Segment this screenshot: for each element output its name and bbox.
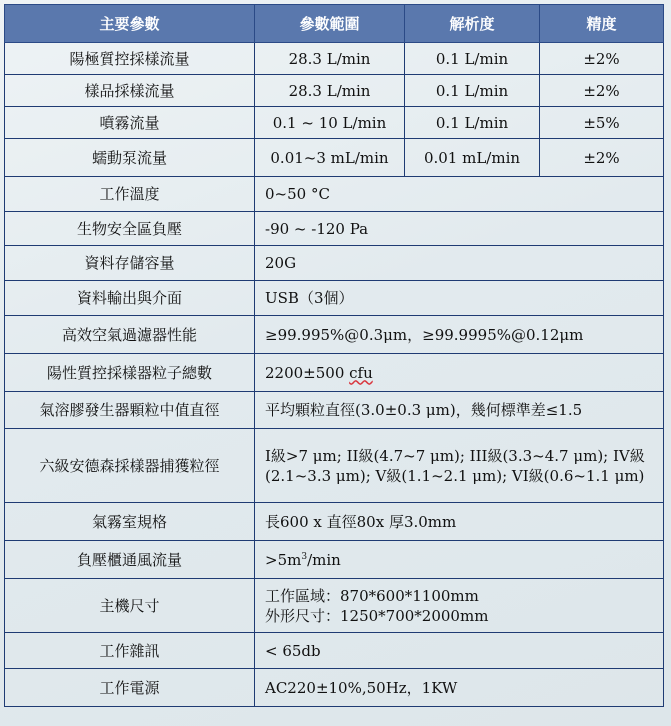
table-row [5,139,664,177]
row-label: 工作溫度 [5,177,255,212]
value-line-1: I級>7 μm; II級(4.7~7 μm); III級(3.3~4.7 μm); IV級 [265,446,645,465]
value-cell: -90 ~ -120 Pa [255,212,664,246]
value-cell [255,579,664,633]
table-row [5,669,664,707]
table-row [5,281,664,316]
value-text: 2200±500 [265,363,350,382]
resolution-cell: 0.1 L/min [405,107,540,139]
value-cell: AC220±10%,50Hz，1KW [255,669,664,707]
value-cell: 20G [255,246,664,281]
value-cell: 長600 x 直徑80x 厚3.0mm [255,503,664,541]
header-parameter-range: 參數範圍 [255,5,405,43]
table-row [5,177,664,212]
accuracy-cell: ±2% [540,43,664,75]
row-label: 負壓櫃通風流量 [5,541,255,579]
spellcheck-underlined-text: cfu [349,363,373,382]
row-label: 高效空氣過濾器性能 [5,316,255,354]
value-line-1: 工作區域：870*600*1100mm [265,586,479,605]
table-row [5,107,664,139]
table-row [5,541,664,579]
spec-table [4,4,664,707]
value-text: /min [307,550,341,569]
header-resolution: 解析度 [405,5,540,43]
value-cell [255,429,664,503]
value-text: >5m [265,550,302,569]
row-label: 氣霧室規格 [5,503,255,541]
value-cell: 平均顆粒直徑(3.0±0.3 μm)，幾何標準差≤1.5 [255,392,664,429]
row-label: 噴霧流量 [5,107,255,139]
value-cell: ≥99.995%@0.3μm，≥99.9995%@0.12μm [255,316,664,354]
range-cell: 28.3 L/min [255,75,405,107]
row-label: 工作雜訊 [5,633,255,669]
value-line-2: (2.1~3.3 μm); V級(1.1~2.1 μm); VI級(0.6~1.1 μm) [265,466,645,485]
header-accuracy: 精度 [540,5,664,43]
row-label: 陽性質控採樣器粒子總數 [5,354,255,392]
table-row [5,429,664,503]
row-label: 樣品採樣流量 [5,75,255,107]
superscript: 3 [301,551,308,562]
row-label: 資料存儲容量 [5,246,255,281]
table-row [5,503,664,541]
value-cell [255,354,664,392]
value-cell: < 65db [255,633,664,669]
table-row [5,75,664,107]
accuracy-cell: ±5% [540,107,664,139]
value-line-2: 外形尺寸：1250*700*2000mm [265,606,489,625]
value-cell [255,541,664,579]
range-cell: 28.3 L/min [255,43,405,75]
table-row [5,212,664,246]
table-row [5,316,664,354]
row-label: 蠕動泵流量 [5,139,255,177]
value-cell: USB（3個） [255,281,664,316]
header-main-parameter: 主要參數 [5,5,255,43]
table-row [5,579,664,633]
table-row [5,633,664,669]
accuracy-cell: ±2% [540,139,664,177]
range-cell: 0.1 ~ 10 L/min [255,107,405,139]
table-row [5,246,664,281]
accuracy-cell: ±2% [540,75,664,107]
range-cell: 0.01~3 mL/min [255,139,405,177]
row-label: 氣溶膠發生器顆粒中值直徑 [5,392,255,429]
row-label: 六級安德森採樣器捕獲粒徑 [5,429,255,503]
resolution-cell: 0.1 L/min [405,75,540,107]
row-label: 生物安全區負壓 [5,212,255,246]
table-row [5,354,664,392]
table-header-row [5,5,664,43]
table-row [5,43,664,75]
table-row [5,392,664,429]
row-label: 資料輸出與介面 [5,281,255,316]
resolution-cell: 0.01 mL/min [405,139,540,177]
row-label: 陽極質控採樣流量 [5,43,255,75]
resolution-cell: 0.1 L/min [405,43,540,75]
row-label: 工作電源 [5,669,255,707]
value-cell: 0~50 °C [255,177,664,212]
row-label: 主機尺寸 [5,579,255,633]
